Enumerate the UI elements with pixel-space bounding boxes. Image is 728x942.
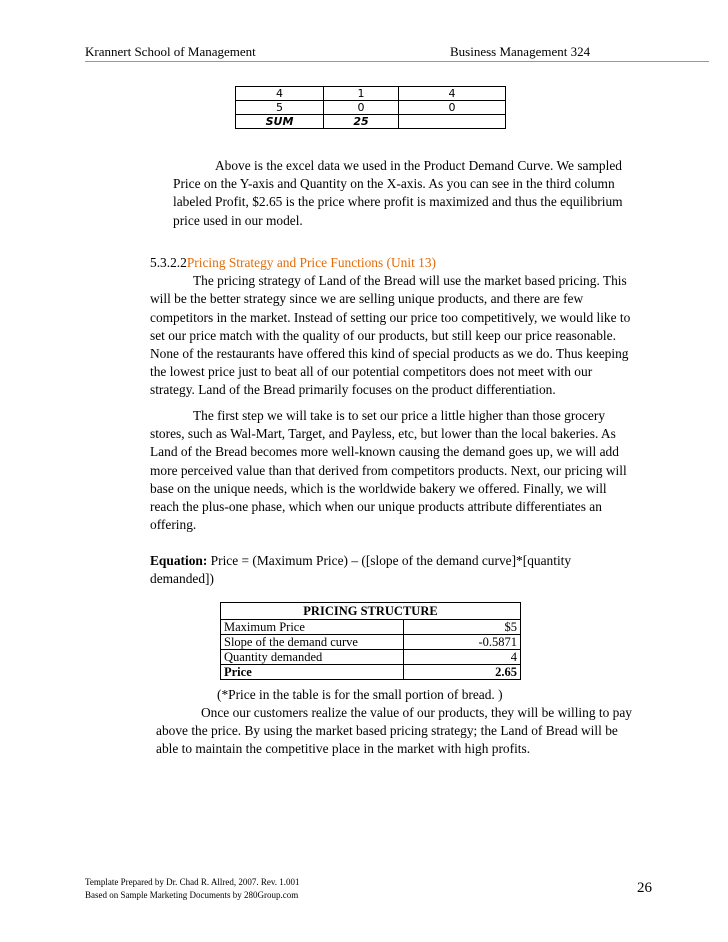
- text-line: labeled Profit, $2.65 is the price where profit is maximized and thus the equilibrium: [173, 194, 623, 210]
- table-cell: 4: [399, 87, 506, 101]
- text-line: Price on the Y-axis and Quantity on the X-axis. As you can see in the third column: [173, 176, 615, 192]
- equation-text: Price = (Maximum Price) – ([slope of the demand curve]*[quantity: [207, 553, 572, 568]
- text-line: Above is the excel data we used in the Product Demand Curve. We sampled: [215, 158, 622, 173]
- page-number: 26: [637, 880, 652, 896]
- table-row: [221, 620, 521, 635]
- total-label: Price: [221, 665, 404, 680]
- row-value: -0.5871: [404, 635, 521, 650]
- text-line: Land of the Bread becomes more well-known causing the demand goes up, we will add: [150, 444, 619, 460]
- header-left: Krannert School of Management: [85, 44, 256, 59]
- text-line: price used in our model.: [173, 212, 303, 228]
- text-line: base on the unique needs, which is the worldwide bakery we offered. Finally, we will: [150, 480, 607, 496]
- row-label: Quantity demanded: [221, 650, 404, 665]
- header-rule: [85, 61, 709, 62]
- row-label: Maximum Price: [221, 620, 404, 635]
- excel-explanation-paragraph: [173, 157, 653, 230]
- text-line: The first step we will take is to set our price a little higher than those grocery: [193, 408, 606, 423]
- row-label: Slope of the demand curve: [221, 635, 404, 650]
- text-line: above the price. By using the market based pricing strategy; the Land of Bread will be: [156, 723, 618, 739]
- text-line: the lowest price just to beat all of our potential competitors does not meet with our: [150, 364, 593, 380]
- text-line: competitors in the market. Instead of setting our price too competitively, we would like to: [150, 309, 631, 325]
- table-title: PRICING STRUCTURE: [221, 603, 521, 620]
- sum-empty: [399, 115, 506, 129]
- excel-data-table: [235, 86, 506, 129]
- text-line: offering.: [150, 517, 197, 533]
- price-equation: [150, 552, 630, 588]
- pricing-steps-paragraph: [150, 407, 662, 534]
- text-line: will be the better strategy since we are selling unique products, and there are few: [150, 291, 584, 307]
- text-line: [150, 552, 630, 570]
- table-cell: 0: [399, 101, 506, 115]
- footer-line-2: Based on Sample Marketing Documents by 280Group.com: [85, 890, 299, 900]
- text-line: more perceived value than that derived from competitors products. Next, our pricing will: [150, 462, 627, 478]
- row-value: $5: [404, 620, 521, 635]
- text-line: demanded]): [150, 571, 214, 587]
- pricing-strategy-section: [150, 254, 662, 400]
- sum-row: [236, 115, 506, 129]
- table-cell: 1: [324, 87, 399, 101]
- text-line: Once our customers realize the value of our products, they will be willing to pay: [201, 705, 632, 720]
- text-line: able to maintain the competitive place in the market with high profits.: [156, 741, 531, 757]
- header-right: Business Management 324: [450, 44, 591, 59]
- section-number: 5.3.2.2: [150, 255, 187, 270]
- total-value: 2.65: [404, 665, 521, 680]
- text-line: strategy. Land of the Bread primarily focuses on the product differentiation.: [150, 382, 556, 398]
- table-note: (*Price in the table is for the small portion of bread. ): [217, 687, 503, 702]
- table-row: [221, 650, 521, 665]
- table-cell: 0: [324, 101, 399, 115]
- table-row: [236, 87, 506, 101]
- table-cell: 5: [236, 101, 324, 115]
- pricing-structure-table: [220, 602, 521, 680]
- row-value: 4: [404, 650, 521, 665]
- equation-label: Equation:: [150, 553, 208, 568]
- text-line: reach the plus-one phase, which when our unique products attribute differentiates an: [150, 499, 602, 515]
- table-header-row: [221, 603, 521, 620]
- section-heading: [150, 254, 662, 272]
- total-row: [221, 665, 521, 680]
- sum-value: 25: [324, 115, 399, 129]
- footer-line-1: Template Prepared by Dr. Chad R. Allred, 2007. Rev. 1.001: [85, 877, 300, 887]
- text-line: set our price match with the quality of our products, but still keep our price reasonable.: [150, 327, 616, 343]
- text-line: The pricing strategy of Land of the Bread will use the market based pricing. This: [193, 273, 627, 289]
- sum-label: SUM: [236, 115, 324, 129]
- table-row: [221, 635, 521, 650]
- section-title: Pricing Strategy and Price Functions (Unit 13): [186, 255, 437, 270]
- table-row: [236, 101, 506, 115]
- text-line: None of the restaurants have offered this kind of special products as we do. Thus keeping: [150, 346, 629, 362]
- table-cell: 4: [236, 87, 324, 101]
- conclusion-paragraph: [156, 704, 666, 759]
- text-line: stores, such as Wal-Mart, Target, and Payless, etc, but lower than the local bakeries. As: [150, 426, 616, 442]
